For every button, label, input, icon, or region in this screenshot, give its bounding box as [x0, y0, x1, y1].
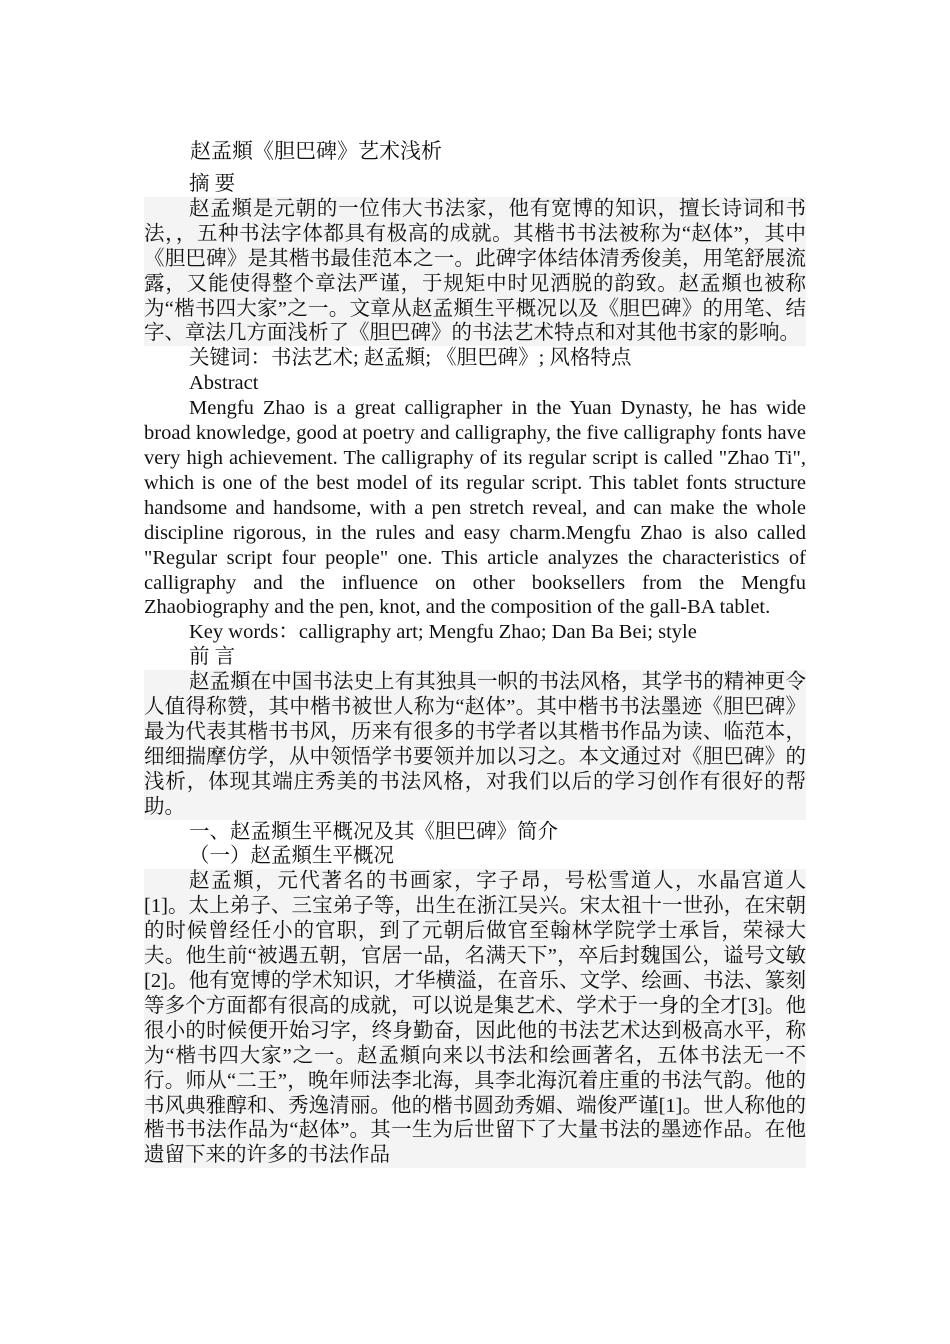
keywords-cn: 关键词：书法艺术; 赵孟頫; 《胆巴碑》; 风格特点 [189, 347, 632, 370]
abstract-cn-body: 赵孟頫是元朝的一位伟大书法家，他有宽博的知识，擅长诗词和书法，，五种书法字体都具有极高的成就。其楷书书法被称为“赵体”，其中《胆巴碑》是其楷书最佳范本之一。此碑字体结体清秀俊美，用笔舒展流露，又能使得整个章法严谨，于规矩中时见洒脱的韵致。赵孟頫也被称为“楷书四大家”之一。文章从赵孟頫生平概况以及《胆巴碑》的用笔、结字、章法几方面浅析了《胆巴碑》的书法艺术特点和对其他书家的影响。 [144, 197, 806, 345]
section1-body: 赵孟頫，元代著名的书画家，字子昂，号松雪道人，水晶宫道人[1]。太上弟子、三宝弟子等，出生在浙江吴兴。宋太祖十一世孙，在宋朝的时候曾经任小的官职，到了元朝后做官至翰林学院学士承旨，荣禄大夫。他生前“被遇五朝，官居一品，名满天下”，卒后封魏国公，谥号文敏[2]。他有宽博的学术知识，才华横溢，在音乐、文学、绘画、书法、篆刻等多个方面都有很高的成就，可以说是集艺术、学术于一身的全才[3]。他很小的时候便开始习字，终身勤奋，因此他的书法艺术达到极高水平，称为“楷书四大家”之一。赵孟頫向来以书法和绘画著名，五体书法无一不行。师从“二王”，晚年师法李北海，具李北海沉着庄重的书法气韵。他的书风典雅醇和、秀逸清丽。他的楷书圆劲秀媚、端俊严谨[1]。世人称他的楷书书法作品为“赵体”。其一生为后世留下了大量书法的墨迹作品。在他遗留下来的许多的书法作品 [144, 870, 806, 1167]
document-title: 赵孟頫《胆巴碑》艺术浅析 [190, 139, 442, 163]
abstract-en-label: Abstract [189, 372, 259, 395]
abstract-en-body: Mengfu Zhao is a great calligrapher in the Yuan Dynasty, he has wide broad knowledge, good at poetry and calligraphy, the five calligraphy fonts have very high achievement. The calligraphy of its regular script is called "Zhao Ti", which is one of the best model of its regular script. This tablet fonts structure handsome and handsome, with a pen stretch reveal, and can make the whole discipline rigorous, in the rules and easy charm.Mengfu Zhao is also called "Regular script four people" one. This article analyzes the characteristics of calligraphy and the influence on other booksellers from the Mengfu Zhaobiography and the pen, knot, and the composition of the gall-BA tablet. [144, 397, 806, 619]
keywords-en: Key words：calligraphy art; Mengfu Zhao; Dan Ba Bei; style [189, 621, 697, 644]
abstract-cn-label: 摘 要 [189, 173, 236, 195]
preface-body: 赵孟頫在中国书法史上有其独具一帜的书法风格，其学书的精神更令人值得称赞，其中楷书被世人称为“赵体”。其中楷书书法墨迹《胆巴碑》最为代表其楷书书风，历来有很多的书学者以其楷书作品为读、临范本，细细揣摩仿学，从中领悟学书要领并加以习之。本文通过对《胆巴碑》的浅析，体现其端庄秀美的书法风格，对我们以后的学习创作有很好的帮助。 [144, 671, 806, 818]
section1-heading: 一、赵孟頫生平概况及其《胆巴碑》简介 [189, 820, 558, 843]
section1-subheading: （一）赵孟頫生平概况 [189, 845, 394, 868]
preface-label: 前 言 [189, 646, 236, 669]
document-page [144, 136, 806, 1168]
